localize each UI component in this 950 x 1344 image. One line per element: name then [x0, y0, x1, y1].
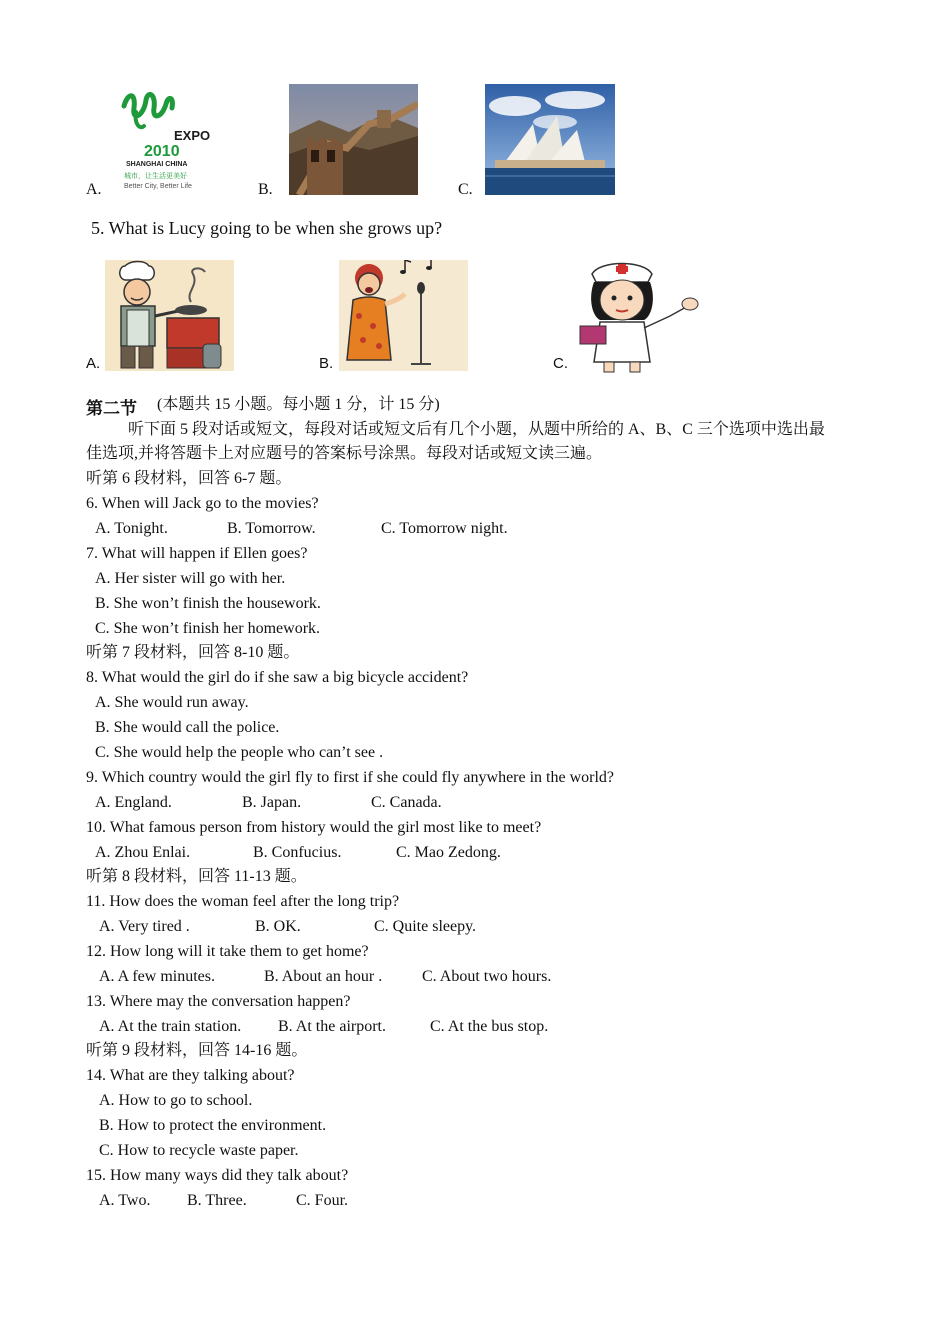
q14-option-c: C. How to recycle waste paper.: [99, 1142, 299, 1159]
question-11: 11. How does the woman feel after the long trip?: [86, 893, 400, 910]
q10-option-a: A. Zhou Enlai.: [95, 844, 191, 861]
expo-logo-line1: EXPO: [174, 128, 211, 143]
material-7-instruction: 听第 7 段材料，回答 8-10 题。: [86, 644, 300, 661]
cook-cartoon-image: [105, 260, 234, 371]
q9-option-c: C. Canada.: [371, 794, 442, 811]
material-8-instruction: 听第 8 段材料，回答 11-13 题。: [86, 868, 307, 885]
q15-option-c: C. Four.: [296, 1192, 349, 1209]
q12-option-b: B. About an hour .: [264, 968, 383, 985]
expo-logo-line2: 2010: [144, 143, 180, 160]
question-5: 5. What is Lucy going to be when she grows up?: [91, 218, 443, 238]
q13-option-a: A. At the train station.: [99, 1018, 242, 1035]
section-instructions-line1: 听下面 5 段对话或短文，每段对话或短文后有几个小题，从题中所给的 A、B、C 三个选项中选出最: [128, 421, 825, 438]
section-note: (本题共 15 小题。每小题 1 分，计 15 分): [157, 396, 440, 413]
q11-option-c: C. Quite sleepy.: [374, 918, 477, 935]
q5-option-c-label: C.: [553, 355, 568, 372]
expo-logo-line5: Better City, Better Life: [124, 183, 192, 190]
question-14: 14. What are they talking about?: [86, 1067, 295, 1084]
expo-logo-line4: 城市，让生活更美好: [124, 172, 187, 180]
q11-option-a: A. Very tired .: [99, 918, 190, 935]
question-9: 9. Which country would the girl fly to first if she could fly anywhere in the world?: [86, 769, 615, 786]
q8-option-b: B. She would call the police.: [95, 719, 280, 736]
question-6: 6. When will Jack go to the movies?: [86, 495, 319, 512]
q10-option-c: C. Mao Zedong.: [396, 844, 501, 861]
q13-option-c: C. At the bus stop.: [430, 1018, 549, 1035]
question-7: 7. What will happen if Ellen goes?: [86, 545, 308, 562]
expo-logo-line3: SHANGHAI CHINA: [126, 161, 188, 168]
q10-option-b: B. Confucius.: [253, 844, 342, 861]
section-title: 第二节: [86, 399, 137, 419]
q8-option-a: A. She would run away.: [95, 694, 249, 711]
q5-option-a-label: A.: [86, 355, 101, 372]
option-b-label: B.: [258, 181, 273, 198]
q6-option-b: B. Tomorrow.: [227, 520, 316, 537]
question-15: 15. How many ways did they talk about?: [86, 1167, 349, 1184]
question-8: 8. What would the girl do if she saw a big bicycle accident?: [86, 669, 469, 686]
q14-option-a: A. How to go to school.: [99, 1092, 253, 1109]
q15-option-b: B. Three.: [187, 1192, 247, 1209]
q8-option-c: C. She would help the people who can’t see .: [95, 744, 384, 761]
option-c-label: C.: [458, 181, 473, 198]
q5-option-b-label: B.: [319, 355, 334, 372]
great-wall-photo: [289, 84, 418, 195]
question-12: 12. How long will it take them to get home?: [86, 943, 369, 960]
q9-option-b: B. Japan.: [242, 794, 302, 811]
q15-option-a: A. Two.: [99, 1192, 151, 1209]
option-a-label: A.: [86, 181, 102, 198]
nurse-cartoon-image: [570, 258, 704, 374]
question-10: 10. What famous person from history would the girl most like to meet?: [86, 819, 542, 836]
q7-option-c: C. She won’t finish her homework.: [95, 620, 321, 637]
question-13: 13. Where may the conversation happen?: [86, 993, 351, 1010]
q13-option-b: B. At the airport.: [278, 1018, 386, 1035]
q6-option-a: A. Tonight.: [95, 520, 168, 537]
expo-2010-logo-image: [114, 86, 220, 194]
q9-option-a: A. England.: [95, 794, 172, 811]
q12-option-c: C. About two hours.: [422, 968, 552, 985]
q14-option-b: B. How to protect the environment.: [99, 1117, 327, 1134]
singer-cartoon-image: [339, 260, 468, 371]
q7-option-b: B. She won’t finish the housework.: [95, 595, 321, 612]
q11-option-b: B. OK.: [255, 918, 301, 935]
material-6-instruction: 听第 6 段材料，回答 6-7 题。: [86, 470, 292, 487]
section-instructions-line2: 佳选项,并将答题卡上对应题号的答案标号涂黑。每段对话或短文读三遍。: [86, 445, 603, 462]
q6-option-c: C. Tomorrow night.: [381, 520, 508, 537]
q12-option-a: A. A few minutes.: [99, 968, 215, 985]
q7-option-a: A. Her sister will go with her.: [95, 570, 286, 587]
material-9-instruction: 听第 9 段材料，回答 14-16 题。: [86, 1042, 308, 1059]
sydney-opera-house-photo: [485, 84, 615, 195]
